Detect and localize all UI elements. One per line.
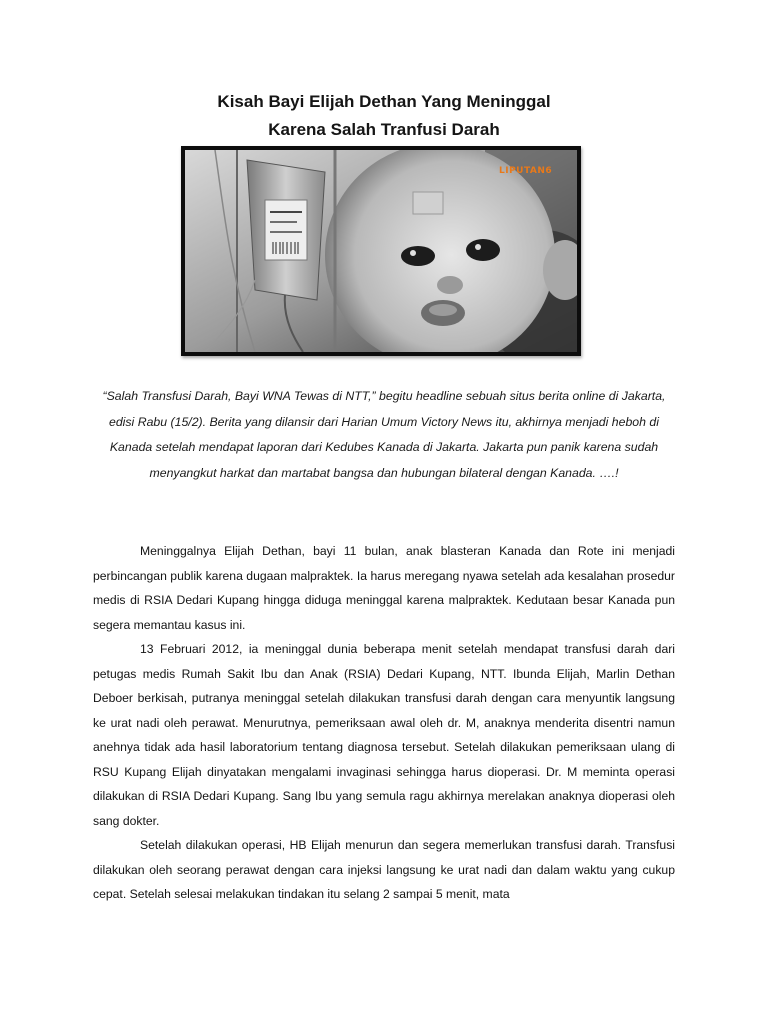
lead-paragraph: “Salah Transfusi Darah, Bayi WNA Tewas di NTT,” begitu headline sebuah situs berita online di Jakarta, edisi Rabu (15/2). Berita yang dilansir dari Harian Umum Victory News itu, akhirnya menjadi heboh di Kanada setelah mendapat laporan dari Kedubes Kanada di Jakarta. Jakarta pun panik karena sudah menyangkut harkat dan martabat bangsa dan hubungan bilateral dengan Kanada. ….! <box>102 389 666 480</box>
article-body <box>93 539 675 907</box>
article-photo <box>181 146 581 356</box>
article-title-line-2: Karena Salah Tranfusi Darah <box>268 120 500 139</box>
article-title <box>0 88 768 144</box>
body-paragraph-2: 13 Februari 2012, ia meninggal dunia beberapa menit setelah mendapat transfusi darah dari petugas medis Rumah Sakit Ibu dan Anak (RSIA) Dedari Kupang, NTT. Ibunda Elijah, Marlin Dethan Deboer berkisah, putranya meninggal setelah dilakukan transfusi darah dengan cara menyuntik langsung ke urat nadi oleh perawat. Menurutnya, pemeriksaan awal oleh dr. M, anaknya menderita disentri namun anehnya tidak ada hasil laboratorium tentang diagnosa tersebut. Setelah dilakukan pemeriksaan ulang di RSU Kupang Elijah dinyatakan mengalami invaginasi sehingga harus dioperasi. Dr. M meminta operasi dilakukan di RSIA Dedari Kupang. Sang Ibu yang semula ragu akhirnya merelakan anaknya dioperasi oleh sang dokter. <box>93 642 675 828</box>
watermark-logo: LIPUTAN6 <box>499 166 553 176</box>
body-paragraph-3: Setelah dilakukan operasi, HB Elijah menurun dan segera memerlukan transfusi darah. Transfusi dilakukan oleh seorang perawat dengan cara injeksi langsung ke urat nadi dan dalam waktu yang cukup cepat. Setelah selesai melakukan tindakan itu selang 2 sampai 5 menit, mata <box>93 838 675 901</box>
baby-iv-photo <box>185 150 577 352</box>
article-title-line-1: Kisah Bayi Elijah Dethan Yang Meninggal <box>217 92 551 111</box>
body-paragraph-1: Meninggalnya Elijah Dethan, bayi 11 bulan, anak blasteran Kanada dan Rote ini menjadi perbincangan publik karena dugaan malpraktek. Ia harus meregang nyawa setelah ada kesalahan prosedur medis di RSIA Dedari Kupang hingga diduga meninggal karena malpraktek. Kedutaan besar Kanada pun segera memantau kasus ini. <box>93 544 675 632</box>
